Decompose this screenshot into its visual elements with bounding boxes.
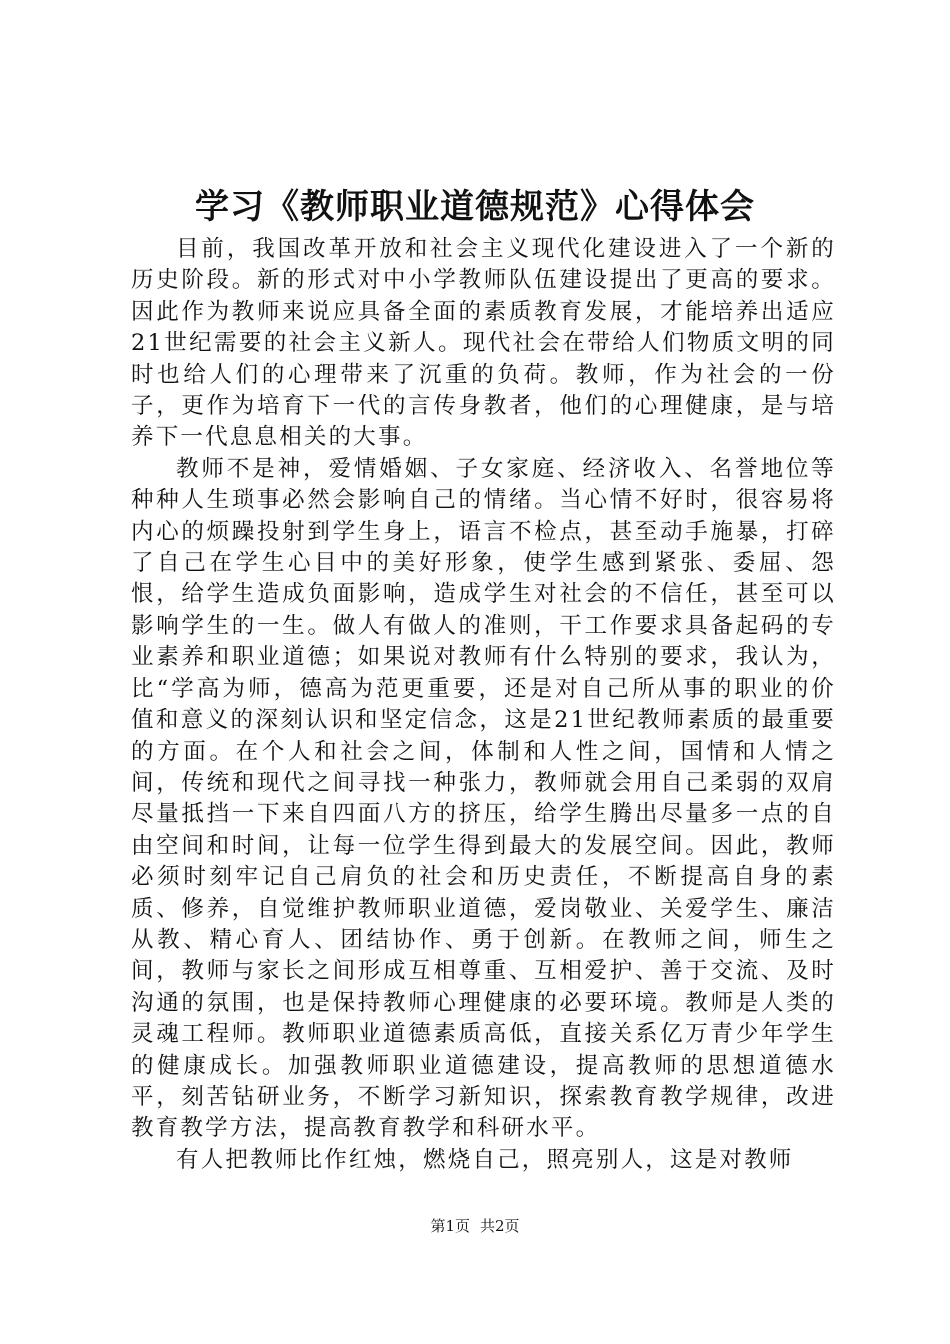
paragraph-2: 教师不是神，爱情婚姻、子女家庭、经济收入、名誉地位等种种人生琐事必然会影响自己的情绪。当心情不好时，很容易将内心的烦躁投射到学生身上，语言不检点，甚至动手施暴，打碎了自己在学生心目中的美好形象，使学生感到紧张、委屈、怨恨，给学生造成负面影响，造成学生对社会的不信任，甚至可以影响学生的一生。做人有做人的准则，干工作要求具备起码的专业素养和职业道德；如果说对教师有什么特别的要求，我认为，比“学高为师，德高为范更重要，还是对自己所从事的职业的价值和意义的深刻认识和坚定信念，这是21世纪教师素质的最重要的方面。在个人和社会之间，体制和人性之间，国情和人情之间，传统和现代之间寻找一种张力，教师就会用自己柔弱的双肩尽量抵挡一下来自四面八方的挤压，给学生腾出尽量多一点的自由空间和时间，让每一位学生得到最大的发展空间。因此，教师必须时刻牢记自己肩负的社会和历史责任，不断提高自身的素质、修养，自觉维护教师职业道德，爱岗敬业、关爱学生、廉洁从教、精心育人、团结协作、勇于创新。在教师之间，师生之间，教师与家长之间形成互相尊重、互相爱护、善于交流、及时沟通的氛围，也是保持教师心理健康的必要环境。教师是人类的灵魂工程师。教师职业道德素质高低，直接关系亿万青少年学生的健康成长。加强教师职业道德建设，提高教师的思想道德水平，刻苦钻研业务，不断学习新知识，探索教育教学规律，改进教育教学方法，提高教育教学和科研水平。 [131, 455, 836, 1142]
document-body [131, 234, 836, 1176]
page-number: 第1页 [430, 1217, 470, 1235]
page-footer [0, 1216, 950, 1236]
document-title: 学习《教师职业道德规范》心得体会 [195, 187, 755, 227]
paragraph-3: 有人把教师比作红烛，燃烧自己，照亮别人，这是对教师 [176, 1146, 794, 1173]
paragraph-1: 目前，我国改革开放和社会主义现代化建设进入了一个新的历史阶段。新的形式对中小学教师队伍建设提出了更高的要求。因此作为教师来说应具备全面的素质教育发展，才能培养出适应21世纪需要的社会主义新人。现代社会在带给人们物质文明的同时也给人们的心理带来了沉重的负荷。教师，作为社会的一份子，更作为培育下一代的言传身教者，他们的心理健康，是与培养下一代息息相关的大事。 [131, 236, 836, 451]
page-total: 共2页 [480, 1217, 520, 1235]
